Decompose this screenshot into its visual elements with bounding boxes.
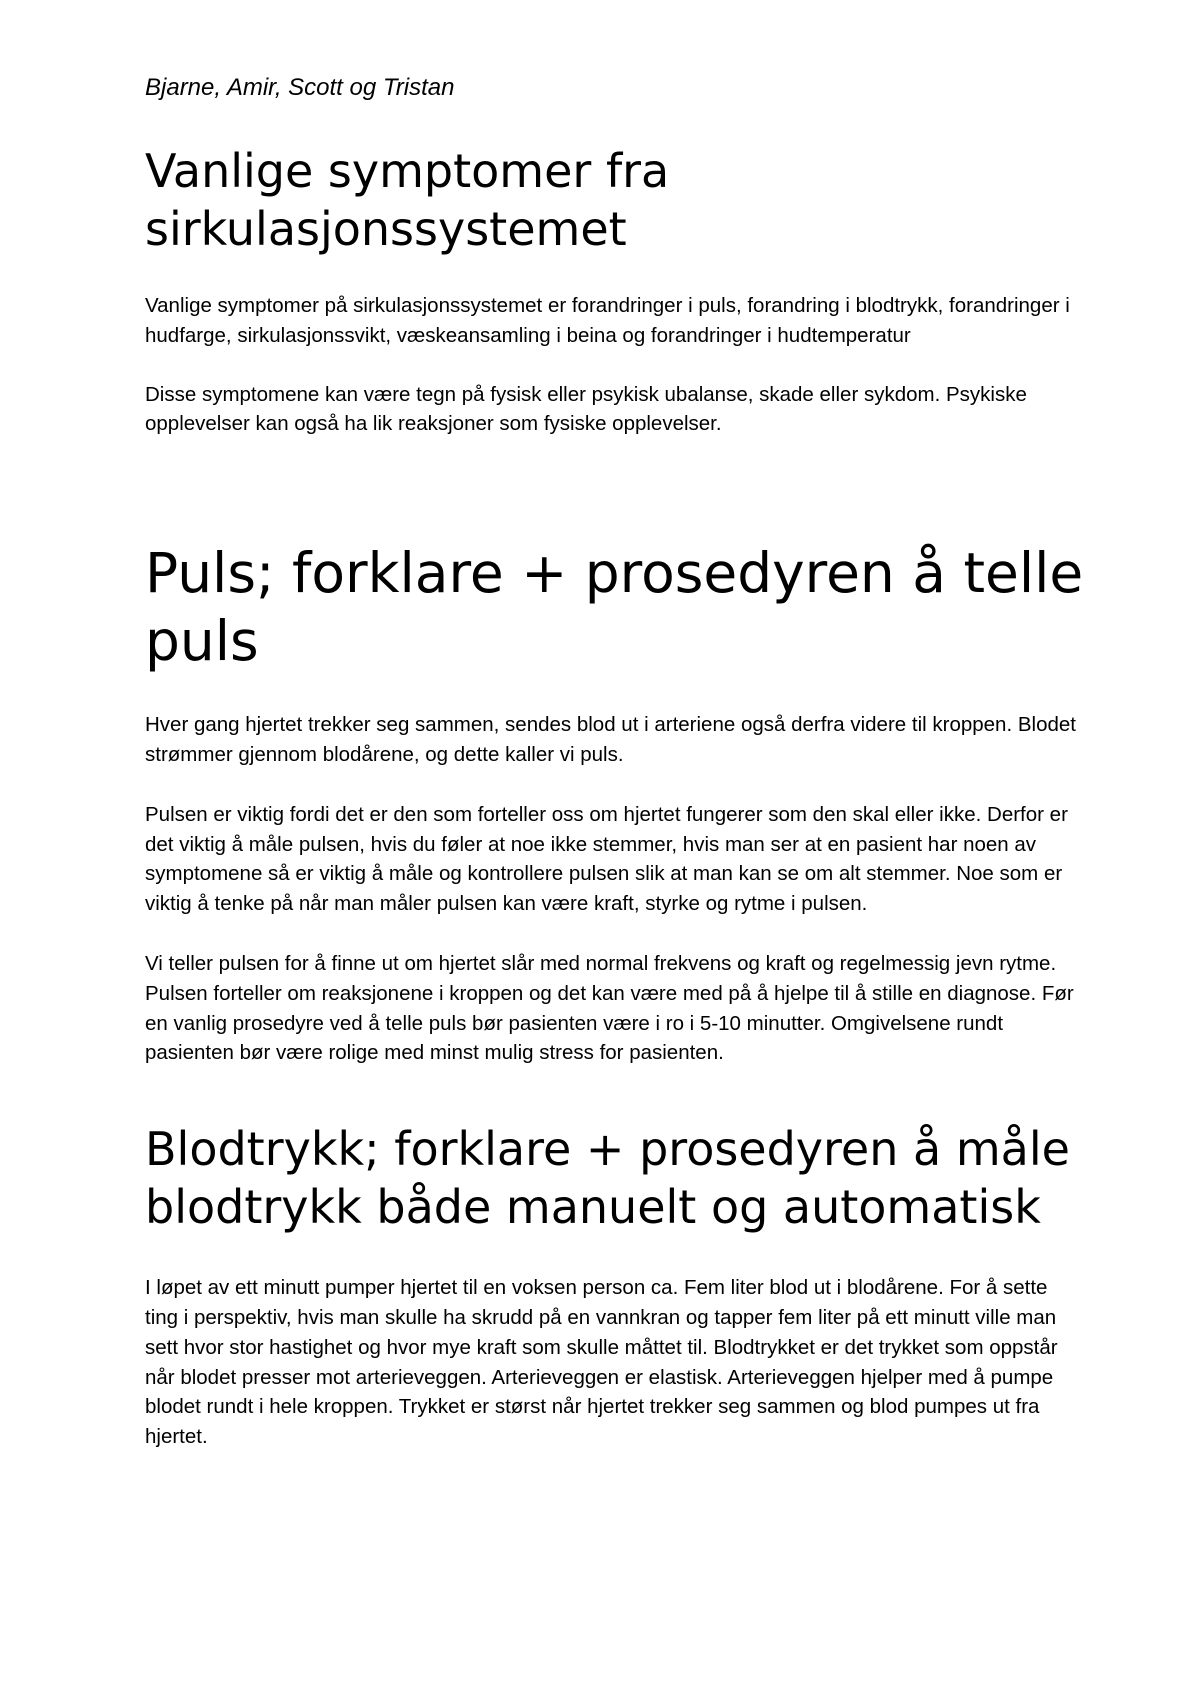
section-pulse	[145, 539, 1085, 1068]
heading-symptoms: Vanlige symptomer fra sirkulasjonssystemet	[145, 144, 670, 256]
section-symptoms	[145, 142, 1085, 439]
heading-pulse: Puls; forklare + prosedyren å telle puls	[145, 541, 1084, 674]
document-body	[145, 72, 1085, 1452]
heading-blood-pressure: Blodtrykk; forklare + prosedyren å måle blodtrykk både manuelt og automatisk	[145, 1122, 1070, 1235]
paragraph: Vanlige symptomer på sirkulasjonssystemet er forandringer i puls, forandring i blodtrykk, forandringer i hudfarge, sirkulasjonssvikt, væskeansamling i beina og forandringer i hudtemperatur	[145, 294, 1070, 347]
paragraph: Pulsen er viktig fordi det er den som forteller oss om hjertet fungerer som den skal eller ikke. Derfor er det viktig å måle pulsen, hvis du føler at noe ikke stemmer, hvis man ser at en pasient har noen av symptomene så er viktig å måle og kontrollere pulsen slik at man kan se om alt stemmer. Noe som er viktig å tenke på når man måler pulsen kan være kraft, styrke og rytme i pulsen.	[145, 802, 1068, 916]
paragraph: Disse symptomene kan være tegn på fysisk eller psykisk ubalanse, skade eller sykdom. Psykiske opplevelser kan også ha lik reaksjoner som fysiske opplevelser.	[145, 382, 1027, 436]
paragraph: Vi teller pulsen for å finne ut om hjertet slår med normal frekvens og kraft og regelmessig jevn rytme. Pulsen forteller om reaksjonene i kroppen og det kan være med på å hjelpe til å stille en diagnose. Før en vanlig prosedyre ved å telle puls bør pasienten være i ro i 5-10 minutter. Omgivelsene rundt pasienten bør være rolige med minst mulig stress for pasienten.	[145, 951, 1074, 1065]
paragraph: Hver gang hjertet trekker seg sammen, sendes blod ut i arteriene også derfra videre til kroppen. Blodet strømmer gjennom blodårene, og dette kaller vi puls.	[145, 713, 1076, 766]
author-line: Bjarne, Amir, Scott og Tristan	[145, 74, 455, 101]
section-blood-pressure	[145, 1120, 1085, 1452]
paragraph: I løpet av ett minutt pumper hjertet til en voksen person ca. Fem liter blod ut i blodårene. For å sette ting i perspektiv, hvis man skulle ha skrudd på en vannkran og tapper fem liter på ett minutt ville man sett hvor stor hastighet og hvor mye kraft som skulle måttet til. Blodtrykket er det trykket som oppstår når blodet presser mot arterieveggen. Arterieveggen er elastisk. Arterieveggen hjelper med å pumpe blodet rundt i hele kroppen. Trykket er størst når hjertet trekker seg sammen og blod pumpes ut fra hjertet.	[145, 1276, 1058, 1449]
